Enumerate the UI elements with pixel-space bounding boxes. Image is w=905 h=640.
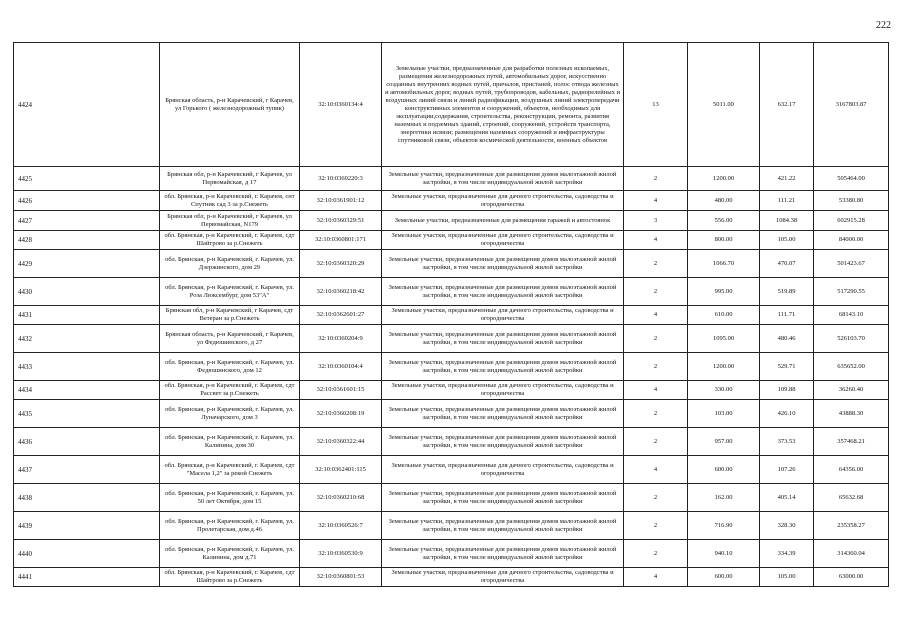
table-row [14, 278, 889, 306]
cadastral-number-cell: 32:10:0360801:171 [300, 231, 382, 250]
record-number: 4426 [14, 191, 160, 211]
area-cell: 1200.00 [688, 353, 760, 381]
cadastral-value-cell: 53380.80 [814, 191, 889, 211]
area-cell: 1066.70 [688, 250, 760, 278]
address-cell: обл. Брянская, р-н Карачевский, г. Карачев, ул. Луначарского, дом 3 [160, 400, 300, 428]
address-cell: обл. Брянская, р-н Карачевский, г. Карачев, сдт Рассвет за р.Снежеть [160, 381, 300, 400]
cadastral-value-cell: 602915.28 [814, 211, 889, 231]
purpose-code-cell: 2 [624, 167, 688, 191]
table-row [14, 400, 889, 428]
rate-cell: 426.10 [760, 400, 814, 428]
table-row [14, 512, 889, 540]
record-number: 4432 [14, 325, 160, 353]
cadastral-value-cell: 64356.00 [814, 456, 889, 484]
rate-cell: 632.17 [760, 43, 814, 167]
table-row [14, 43, 889, 167]
cadastral-value-cell: 36260.40 [814, 381, 889, 400]
address-cell: обл. Брянская, р-н Карачевский, г. Карачев, ул. Федюшинского, дом 12 [160, 353, 300, 381]
purpose-code-cell: 2 [624, 540, 688, 568]
record-number: 4435 [14, 400, 160, 428]
purpose-code-cell: 2 [624, 428, 688, 456]
address-cell: обл. Брянская, р-н Карачевский, г. Карачев, ул. Роза Люксембург, дом 53"А" [160, 278, 300, 306]
purpose-code-cell: 13 [624, 43, 688, 167]
area-cell: 957.00 [688, 428, 760, 456]
area-cell: 1200.00 [688, 167, 760, 191]
land-purpose-cell: Земельные участки, предназначенные для размещения гаражей и автостоянок [382, 211, 624, 231]
record-number: 4437 [14, 456, 160, 484]
cadastral-number-cell: 32:10:0360210:68 [300, 484, 382, 512]
cadastral-number-cell: 32:10:0360320:29 [300, 250, 382, 278]
address-cell: Брянская обл, р-н Карачевский, г Карачев, ул Первомайская, N179 [160, 211, 300, 231]
address-cell: Брянская обл, р-н Карачевский, г Карачев, сдт Ветеран за р.Снежеть [160, 306, 300, 325]
table-row [14, 428, 889, 456]
record-number: 4428 [14, 231, 160, 250]
table-row [14, 568, 889, 587]
cadastral-number-cell: 32:10:0362401:115 [300, 456, 382, 484]
land-purpose-cell: Земельные участки, предназначенные для размещения домов малоэтажной жилой застройки, в том числе индивидуальной жилой застройки [382, 278, 624, 306]
table-row [14, 211, 889, 231]
land-purpose-cell: Земельные участки, предназначенные для разработки полезных ископаемых, размещения железнодорожных путей, автомобильных дорог, искусственно созданных внутренних водных путей, причалов, пристаней, полос отвода железных и автомобильных дорог, водных путей, трубопроводов, кабельных, радиорелейных и воздушных линий связи и линий радиофикации, воздушных линий электропередачи конструктивных элементов и сооружений, объектов, необходимых для эксплуатации,содержания, строительства, реконструкции, ремонта, развития наземных и подземных зданий, строений, сооружений, устройств транспорта, энергетики исвязи; размещения наземных сооружений и инфраструктуры спутниковой связи, объектов космической деятельности, военных объектов [382, 43, 624, 167]
table-row [14, 484, 889, 512]
table-row [14, 306, 889, 325]
purpose-code-cell: 4 [624, 568, 688, 587]
land-purpose-cell: Земельные участки, предназначенные для размещения домов малоэтажной жилой застройки, в том числе индивидуальной жилой застройки [382, 484, 624, 512]
purpose-code-cell: 2 [624, 278, 688, 306]
cadastral-value-cell: 3167803.87 [814, 43, 889, 167]
address-cell: обл. Брянская, р-н Карачевский, г. Карачев, сдт Шайтрово за р.Снежеть [160, 231, 300, 250]
record-number: 4441 [14, 568, 160, 587]
address-cell: обл. Брянская, р-н Карачевский, г. Карачев, ул. 50 лет Октября, дом 15 [160, 484, 300, 512]
purpose-code-cell: 2 [624, 400, 688, 428]
cadastral-number-cell: 32:10:0360801:53 [300, 568, 382, 587]
area-cell: 600.00 [688, 456, 760, 484]
address-cell: обл. Брянская, р-н Карачевский, г. Карачев, сдт Шайтрово за р.Снежеть [160, 568, 300, 587]
cadastral-number-cell: 32:10:0360329:51 [300, 211, 382, 231]
land-purpose-cell: Земельные участки, предназначенные для размещения домов малоэтажной жилой застройки, в том числе индивидуальной жилой застройки [382, 400, 624, 428]
rate-cell: 334.39 [760, 540, 814, 568]
rate-cell: 519.89 [760, 278, 814, 306]
rate-cell: 480.46 [760, 325, 814, 353]
rate-cell: 111.71 [760, 306, 814, 325]
cadastral-value-cell: 505464.00 [814, 167, 889, 191]
rate-cell: 111.21 [760, 191, 814, 211]
record-number: 4436 [14, 428, 160, 456]
purpose-code-cell: 4 [624, 231, 688, 250]
cadastral-number-cell: 32:10:0360204:9 [300, 325, 382, 353]
record-number: 4440 [14, 540, 160, 568]
land-purpose-cell: Земельные участки, предназначенные для дачного строительства, садоводства и огородничества [382, 191, 624, 211]
area-cell: 5011.00 [688, 43, 760, 167]
record-number: 4434 [14, 381, 160, 400]
rate-cell: 470.07 [760, 250, 814, 278]
area-cell: 330.00 [688, 381, 760, 400]
cadastral-number-cell: 32:10:0360208:19 [300, 400, 382, 428]
address-cell: обл. Брянская, р-н Карачевский, г. Карачев, ул. Дзержинского, дом 29 [160, 250, 300, 278]
record-number: 4429 [14, 250, 160, 278]
area-cell: 800.00 [688, 231, 760, 250]
address-cell: Брянская область, р-н Карачевский, г Карачев, ул Федюшинского, д 27 [160, 325, 300, 353]
table-row [14, 456, 889, 484]
purpose-code-cell: 2 [624, 353, 688, 381]
purpose-code-cell: 4 [624, 381, 688, 400]
table-row [14, 325, 889, 353]
cadastral-number-cell: 32:10:0361601:15 [300, 381, 382, 400]
purpose-code-cell: 2 [624, 325, 688, 353]
purpose-code-cell: 2 [624, 250, 688, 278]
cadastral-value-cell: 314360.04 [814, 540, 889, 568]
rate-cell: 373.53 [760, 428, 814, 456]
land-purpose-cell: Земельные участки, предназначенные для дачного строительства, садоводства и огородничества [382, 381, 624, 400]
table-row [14, 353, 889, 381]
table-row [14, 167, 889, 191]
record-number: 4424 [14, 43, 160, 167]
purpose-code-cell: 2 [624, 512, 688, 540]
table-row [14, 381, 889, 400]
area-cell: 940.10 [688, 540, 760, 568]
land-purpose-cell: Земельные участки, предназначенные для размещения домов малоэтажной жилой застройки, в том числе индивидуальной жилой застройки [382, 512, 624, 540]
address-cell: обл. Брянская, р-н Карачевский, г. Карачев, сдт "Масела 1,2" за рекой Снежеть [160, 456, 300, 484]
cadastral-value-cell: 526103.70 [814, 325, 889, 353]
cadastral-value-cell: 84000.00 [814, 231, 889, 250]
cadastral-value-cell: 517290.55 [814, 278, 889, 306]
purpose-code-cell: 4 [624, 306, 688, 325]
address-cell: Брянская область, р-н Карачевский, г Карачев, ул Горького ( железнодорожный тупик) [160, 43, 300, 167]
rate-cell: 405.14 [760, 484, 814, 512]
table-row [14, 250, 889, 278]
address-cell: обл. Брянская, р-н Карачевский, г. Карачев, снт Спутник сад 3 за р.Снежеть [160, 191, 300, 211]
area-cell: 716.90 [688, 512, 760, 540]
record-number: 4439 [14, 512, 160, 540]
rate-cell: 109.88 [760, 381, 814, 400]
area-cell: 610.00 [688, 306, 760, 325]
rate-cell: 105.00 [760, 568, 814, 587]
land-purpose-cell: Земельные участки, предназначенные для размещения домов малоэтажной жилой застройки, в том числе индивидуальной жилой застройки [382, 167, 624, 191]
rate-cell: 328.30 [760, 512, 814, 540]
area-cell: 480.00 [688, 191, 760, 211]
cadastral-value-cell: 65632.68 [814, 484, 889, 512]
record-number: 4431 [14, 306, 160, 325]
cadastral-number-cell: 32:10:0360134:4 [300, 43, 382, 167]
purpose-code-cell: 4 [624, 191, 688, 211]
cadastral-number-cell: 32:10:0360530:9 [300, 540, 382, 568]
purpose-code-cell: 2 [624, 484, 688, 512]
land-purpose-cell: Земельные участки, предназначенные для дачного строительства, садоводства и огородничества [382, 568, 624, 587]
address-cell: обл. Брянская, р-н Карачевский, г. Карачев, ул. Пролетарская, дом д.46 [160, 512, 300, 540]
cadastral-number-cell: 32:10:0362601:27 [300, 306, 382, 325]
table-row [14, 231, 889, 250]
purpose-code-cell: 3 [624, 211, 688, 231]
cadastral-number-cell: 32:10:0360526:7 [300, 512, 382, 540]
cadastral-number-cell: 32:10:0360322:44 [300, 428, 382, 456]
record-number: 4433 [14, 353, 160, 381]
address-cell: Брянская обл, р-н Карачевский, г Карачев, ул Первомайская, д 17 [160, 167, 300, 191]
cadastral-number-cell: 32:10:0360220:3 [300, 167, 382, 191]
area-cell: 556.00 [688, 211, 760, 231]
cadastral-number-cell: 32:10:0360104:4 [300, 353, 382, 381]
cadastral-value-cell: 63000.00 [814, 568, 889, 587]
table-row [14, 191, 889, 211]
rate-cell: 105.00 [760, 231, 814, 250]
address-cell: обл. Брянская, р-н Карачевский, г. Карачев, ул. Калинина, дом д.71 [160, 540, 300, 568]
purpose-code-cell: 4 [624, 456, 688, 484]
land-purpose-cell: Земельные участки, предназначенные для дачного строительства, садоводства и огородничества [382, 231, 624, 250]
area-cell: 600.00 [688, 568, 760, 587]
rate-cell: 107.26 [760, 456, 814, 484]
rate-cell: 421.22 [760, 167, 814, 191]
area-cell: 1095.00 [688, 325, 760, 353]
record-number: 4425 [14, 167, 160, 191]
table-body [14, 43, 889, 587]
land-purpose-cell: Земельные участки, предназначенные для размещения домов малоэтажной жилой застройки, в том числе индивидуальной жилой застройки [382, 353, 624, 381]
land-purpose-cell: Земельные участки, предназначенные для дачного строительства, садоводства и огородничества [382, 306, 624, 325]
record-number: 4427 [14, 211, 160, 231]
land-purpose-cell: Земельные участки, предназначенные для размещения домов малоэтажной жилой застройки, в том числе индивидуальной жилой застройки [382, 250, 624, 278]
area-cell: 103.00 [688, 400, 760, 428]
land-registry-table [13, 42, 889, 587]
record-number: 4438 [14, 484, 160, 512]
land-purpose-cell: Земельные участки, предназначенные для размещения домов малоэтажной жилой застройки, в том числе индивидуальной жилой застройки [382, 325, 624, 353]
cadastral-number-cell: 32:10:0361901:12 [300, 191, 382, 211]
page-number: 222 [876, 20, 891, 31]
cadastral-value-cell: 501423.67 [814, 250, 889, 278]
cadastral-value-cell: 43888.30 [814, 400, 889, 428]
rate-cell: 1084.38 [760, 211, 814, 231]
address-cell: обл. Брянская, р-н Карачевский, г. Карачев, ул. Калинина, дом 30 [160, 428, 300, 456]
record-number: 4430 [14, 278, 160, 306]
cadastral-number-cell: 32:10:0360218:42 [300, 278, 382, 306]
table-row [14, 540, 889, 568]
area-cell: 995.00 [688, 278, 760, 306]
cadastral-value-cell: 235358.27 [814, 512, 889, 540]
area-cell: 162.00 [688, 484, 760, 512]
land-purpose-cell: Земельные участки, предназначенные для размещения домов малоэтажной жилой застройки, в том числе индивидуальной жилой застройки [382, 428, 624, 456]
cadastral-value-cell: 635652.00 [814, 353, 889, 381]
land-purpose-cell: Земельные участки, предназначенные для размещения домов малоэтажной жилой застройки, в том числе индивидуальной жилой застройки [382, 540, 624, 568]
cadastral-value-cell: 357468.21 [814, 428, 889, 456]
land-purpose-cell: Земельные участки, предназначенные для дачного строительства, садоводства и огородничества [382, 456, 624, 484]
rate-cell: 529.71 [760, 353, 814, 381]
cadastral-value-cell: 68143.10 [814, 306, 889, 325]
